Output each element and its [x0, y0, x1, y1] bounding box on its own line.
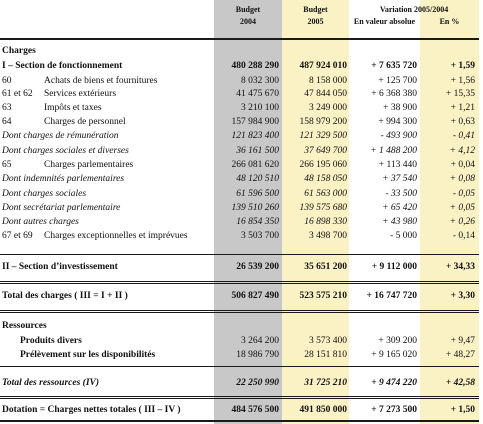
cell-budget-2005: 37 649 700: [304, 146, 347, 156]
cell-budget-2004: 18 986 790: [236, 350, 279, 360]
account-code: 65: [2, 160, 12, 170]
section-heading: Charges: [2, 46, 36, 56]
row-label: Prélèvement sur les disponibilités: [20, 350, 156, 360]
table-rule: [0, 254, 479, 255]
cell-budget-2005: 491 850 000: [299, 405, 347, 415]
cell-budget-2004: 121 823 400: [231, 131, 279, 141]
row-label: II – Section d’investissement: [2, 262, 118, 272]
cell-variation-pct: + 48,27: [445, 350, 475, 360]
cell-budget-2004: 26 539 200: [236, 262, 279, 272]
cell-variation-abs: + 37 540: [382, 174, 417, 184]
header-budget-2004-line1: Budget: [235, 5, 261, 14]
row-label: Dont secrétariat parlementaire: [2, 203, 121, 213]
cell-budget-2005: 35 651 200: [304, 262, 347, 272]
cell-budget-2004: 157 984 900: [231, 117, 279, 127]
cell-budget-2004: 480 288 290: [231, 61, 279, 71]
cell-budget-2005: 3 249 000: [309, 103, 347, 113]
row-label: Dotation = Charges nettes totales ( III – IV ): [2, 405, 181, 415]
cell-variation-abs: + 65 420: [382, 203, 417, 213]
cell-budget-2005: 139 575 680: [299, 203, 347, 213]
cell-variation-pct: + 0,04: [450, 160, 475, 170]
cell-budget-2005: 266 195 060: [299, 160, 347, 170]
cell-budget-2004: 506 827 490: [231, 291, 279, 301]
table-rule: [0, 312, 479, 313]
cell-variation-pct: - 0,41: [452, 131, 475, 141]
cell-variation-abs: + 994 300: [378, 117, 417, 127]
row-label: Dont charges sociales et diverses: [2, 146, 129, 156]
cell-variation-pct: - 0,14: [452, 231, 475, 241]
row-label: Produits divers: [20, 336, 82, 346]
cell-variation-abs: + 9 112 000: [371, 262, 417, 272]
cell-variation-pct: + 1,21: [450, 103, 475, 113]
cell-variation-abs: - 33 500: [385, 189, 417, 199]
account-code: 60: [2, 76, 12, 86]
row-label: Impôts et taxes: [44, 103, 102, 113]
cell-variation-pct: + 0,26: [449, 217, 475, 227]
cell-budget-2004: 41 475 670: [236, 89, 279, 99]
cell-budget-2005: 487 924 010: [299, 61, 347, 71]
table-rule: [0, 398, 479, 399]
cell-variation-abs: + 309 200: [378, 336, 417, 346]
account-code: 63: [2, 103, 12, 113]
cell-budget-2005: 47 844 050: [304, 89, 347, 99]
cell-budget-2005: 28 151 810: [304, 350, 347, 360]
cell-variation-pct: + 0,05: [449, 203, 475, 213]
account-code: 64: [2, 117, 12, 127]
cell-variation-abs: + 7 635 720: [371, 61, 417, 71]
row-label: Charges de personnel: [44, 117, 126, 127]
cell-budget-2004: 61 596 500: [236, 189, 279, 199]
cell-variation-pct: + 1,50: [450, 405, 475, 415]
cell-variation-pct: + 15,35: [445, 89, 475, 99]
cell-budget-2005: 523 575 210: [299, 291, 347, 301]
account-code: 67 et 69: [2, 231, 33, 241]
cell-variation-abs: - 493 900: [380, 131, 417, 141]
cell-variation-abs: + 125 700: [378, 76, 417, 86]
cell-variation-abs: + 9 474 220: [371, 378, 417, 388]
cell-variation-abs: + 9 165 020: [371, 350, 417, 360]
account-code: 61 et 62: [2, 89, 33, 99]
table-rule: [0, 310, 479, 311]
cell-variation-pct: + 34,33: [445, 262, 475, 272]
table-rule: [0, 396, 479, 397]
row-label: I – Section de fonctionnement: [2, 61, 123, 71]
row-label: Dont autres charges: [2, 217, 79, 227]
cell-variation-pct: + 0,63: [450, 117, 475, 127]
cell-budget-2004: 8 032 300: [241, 76, 279, 86]
header-variation: Variation 2005/2004: [379, 5, 449, 14]
row-label: Dont charges de rémunération: [2, 131, 119, 141]
cell-variation-pct: + 1,56: [450, 76, 475, 86]
cell-variation-abs: - 5 000: [390, 231, 417, 241]
header-rule: [0, 38, 479, 40]
cell-budget-2004: 484 576 500: [231, 405, 279, 415]
header-budget-2004-line2: 2004: [240, 17, 256, 26]
header-budget-2005-line2: 2005: [307, 17, 324, 26]
cell-budget-2005: 8 158 000: [309, 76, 347, 86]
cell-budget-2004: 48 120 510: [236, 174, 279, 184]
header-budget-2005-line1: Budget: [303, 5, 328, 14]
cell-budget-2005: 31 725 210: [304, 378, 347, 388]
cell-variation-pct: + 0,08: [449, 174, 475, 184]
header-variation-abs: En valeur absolue: [353, 17, 416, 26]
row-label: Charges exceptionnelles et imprévues: [44, 231, 188, 241]
cell-budget-2004: 3 210 100: [241, 103, 279, 113]
cell-budget-2005: 16 898 330: [304, 217, 347, 227]
table-rule: [0, 366, 479, 367]
cell-budget-2004: 139 510 260: [231, 203, 279, 213]
cell-budget-2005: 158 979 200: [299, 117, 347, 127]
cell-budget-2004: 36 161 500: [236, 146, 279, 156]
cell-variation-abs: + 1 488 200: [370, 146, 417, 156]
cell-budget-2004: 3 264 200: [241, 336, 279, 346]
row-label: Charges parlementaires: [44, 160, 134, 170]
row-label: Total des ressources (IV): [2, 378, 100, 388]
cell-budget-2005: 3 498 700: [309, 231, 347, 241]
cell-budget-2004: 22 250 990: [236, 378, 279, 388]
header-variation-pct: En %: [439, 17, 460, 26]
cell-variation-pct: - 0,05: [452, 189, 475, 199]
cell-variation-abs: + 6 368 380: [371, 89, 417, 99]
cell-budget-2005: 61 563 000: [304, 189, 347, 199]
cell-budget-2004: 3 503 700: [241, 231, 279, 241]
section-heading: Ressources: [2, 321, 47, 331]
cell-variation-abs: + 38 900: [383, 103, 417, 113]
row-label: Achats de biens et fournitures: [44, 76, 158, 86]
cell-variation-pct: + 42,58: [445, 378, 475, 388]
cell-budget-2005: 121 329 500: [299, 131, 347, 141]
cell-variation-abs: + 16 747 720: [366, 291, 417, 301]
row-label: Dont charges sociales: [2, 189, 87, 199]
table-rule: [0, 283, 479, 284]
cell-budget-2005: 48 158 050: [304, 174, 347, 184]
cell-budget-2004: 266 081 620: [231, 160, 279, 170]
row-label: Services extérieurs: [44, 89, 117, 99]
cell-variation-abs: + 7 273 500: [371, 405, 417, 415]
cell-variation-pct: + 9,47: [450, 336, 475, 346]
cell-variation-pct: + 3,30: [450, 291, 475, 301]
row-label: Total des charges ( III = I + II ): [2, 291, 128, 301]
table-rule: [0, 281, 479, 282]
cell-variation-abs: + 113 440: [378, 160, 417, 170]
cell-variation-pct: + 1,59: [450, 61, 475, 71]
cell-variation-abs: + 43 980: [382, 217, 417, 227]
row-label: Dont indemnités parlementaires: [2, 174, 125, 184]
cell-budget-2005: 3 573 400: [309, 336, 347, 346]
table-rule: [0, 420, 479, 422]
cell-variation-pct: + 4,12: [449, 146, 475, 156]
cell-budget-2004: 16 854 350: [236, 217, 279, 227]
